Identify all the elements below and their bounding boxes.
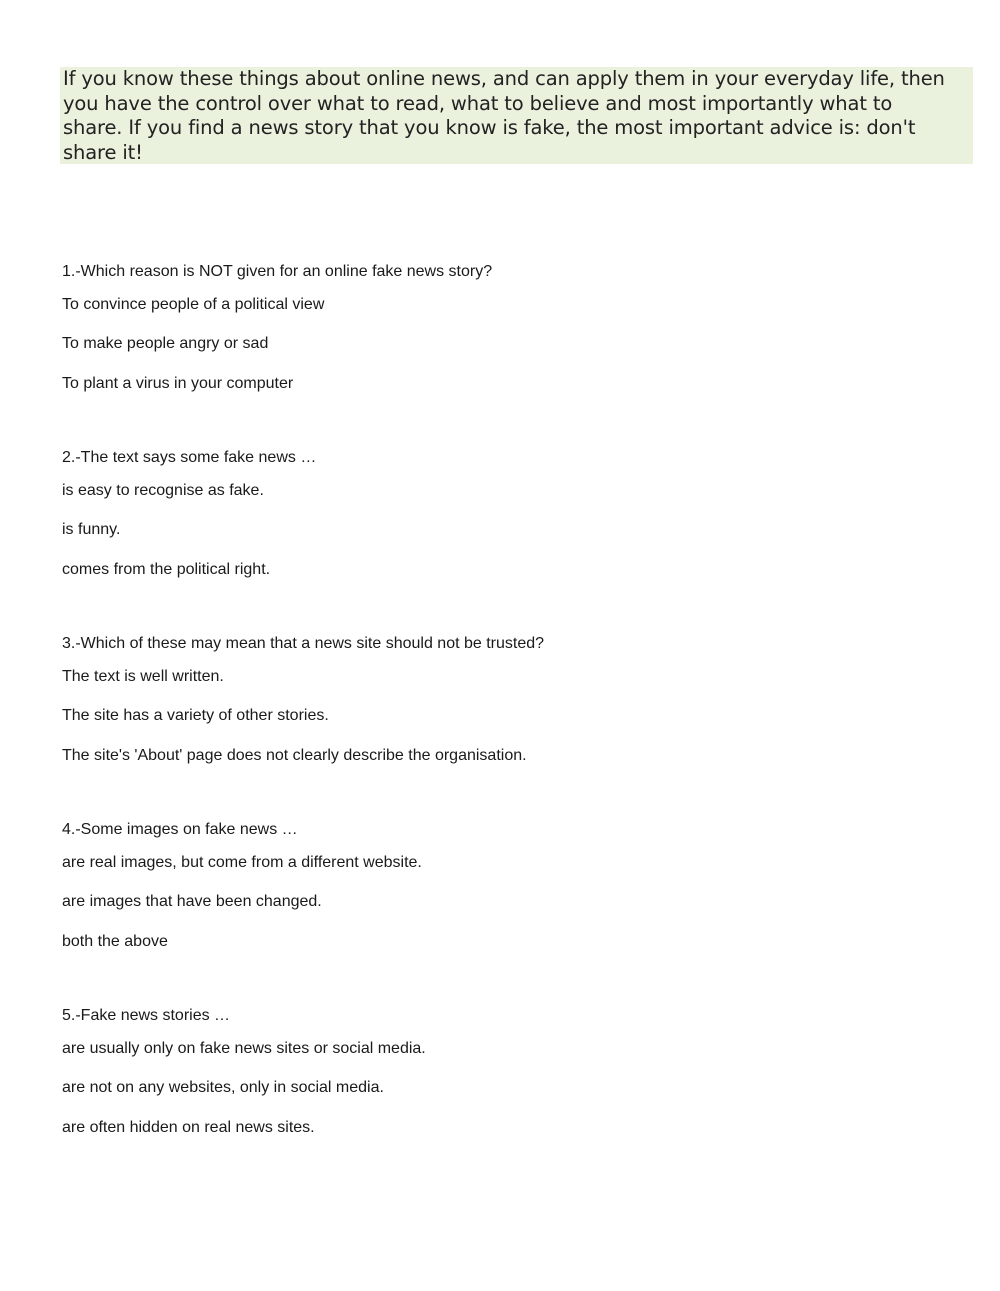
answer-option[interactable]: are usually only on fake news sites or social media.	[62, 1040, 426, 1057]
answer-option[interactable]: are real images, but come from a different website.	[62, 854, 422, 871]
answer-option[interactable]: are not on any websites, only in social media.	[62, 1079, 384, 1096]
intro-line: share. If you find a news story that you know is fake, the most important advice is: don't	[63, 116, 916, 139]
answer-option[interactable]: To make people angry or sad	[62, 335, 269, 352]
answer-option[interactable]: both the above	[62, 933, 168, 950]
intro-line: share it!	[63, 140, 143, 164]
answer-option[interactable]: The site has a variety of other stories.	[62, 707, 329, 724]
answer-option[interactable]: are often hidden on real news sites.	[62, 1119, 315, 1136]
answer-option[interactable]: The site's 'About' page does not clearly describe the organisation.	[62, 747, 527, 764]
answer-option[interactable]: To convince people of a political view	[62, 296, 325, 313]
answer-option[interactable]: To plant a virus in your computer	[62, 375, 294, 392]
question-text: 4.-Some images on fake news …	[62, 821, 298, 838]
answer-option[interactable]: is funny.	[62, 521, 121, 538]
answer-option[interactable]: The text is well written.	[62, 668, 224, 685]
question-text: 5.-Fake news stories …	[62, 1007, 231, 1024]
intro-line: If you know these things about online news, and can apply them in your everyday life, then	[63, 67, 945, 90]
intro-line: you have the control over what to read, what to believe and most importantly what to	[63, 91, 893, 115]
intro-highlight-box	[60, 67, 973, 164]
answer-option[interactable]: is easy to recognise as fake.	[62, 482, 264, 499]
answer-option[interactable]: comes from the political right.	[62, 561, 271, 578]
question-text: 3.-Which of these may mean that a news site should not be trusted?	[62, 635, 545, 652]
question-text: 1.-Which reason is NOT given for an online fake news story?	[62, 263, 493, 280]
answer-option[interactable]: are images that have been changed.	[62, 893, 322, 910]
question-text: 2.-The text says some fake news …	[62, 449, 317, 466]
